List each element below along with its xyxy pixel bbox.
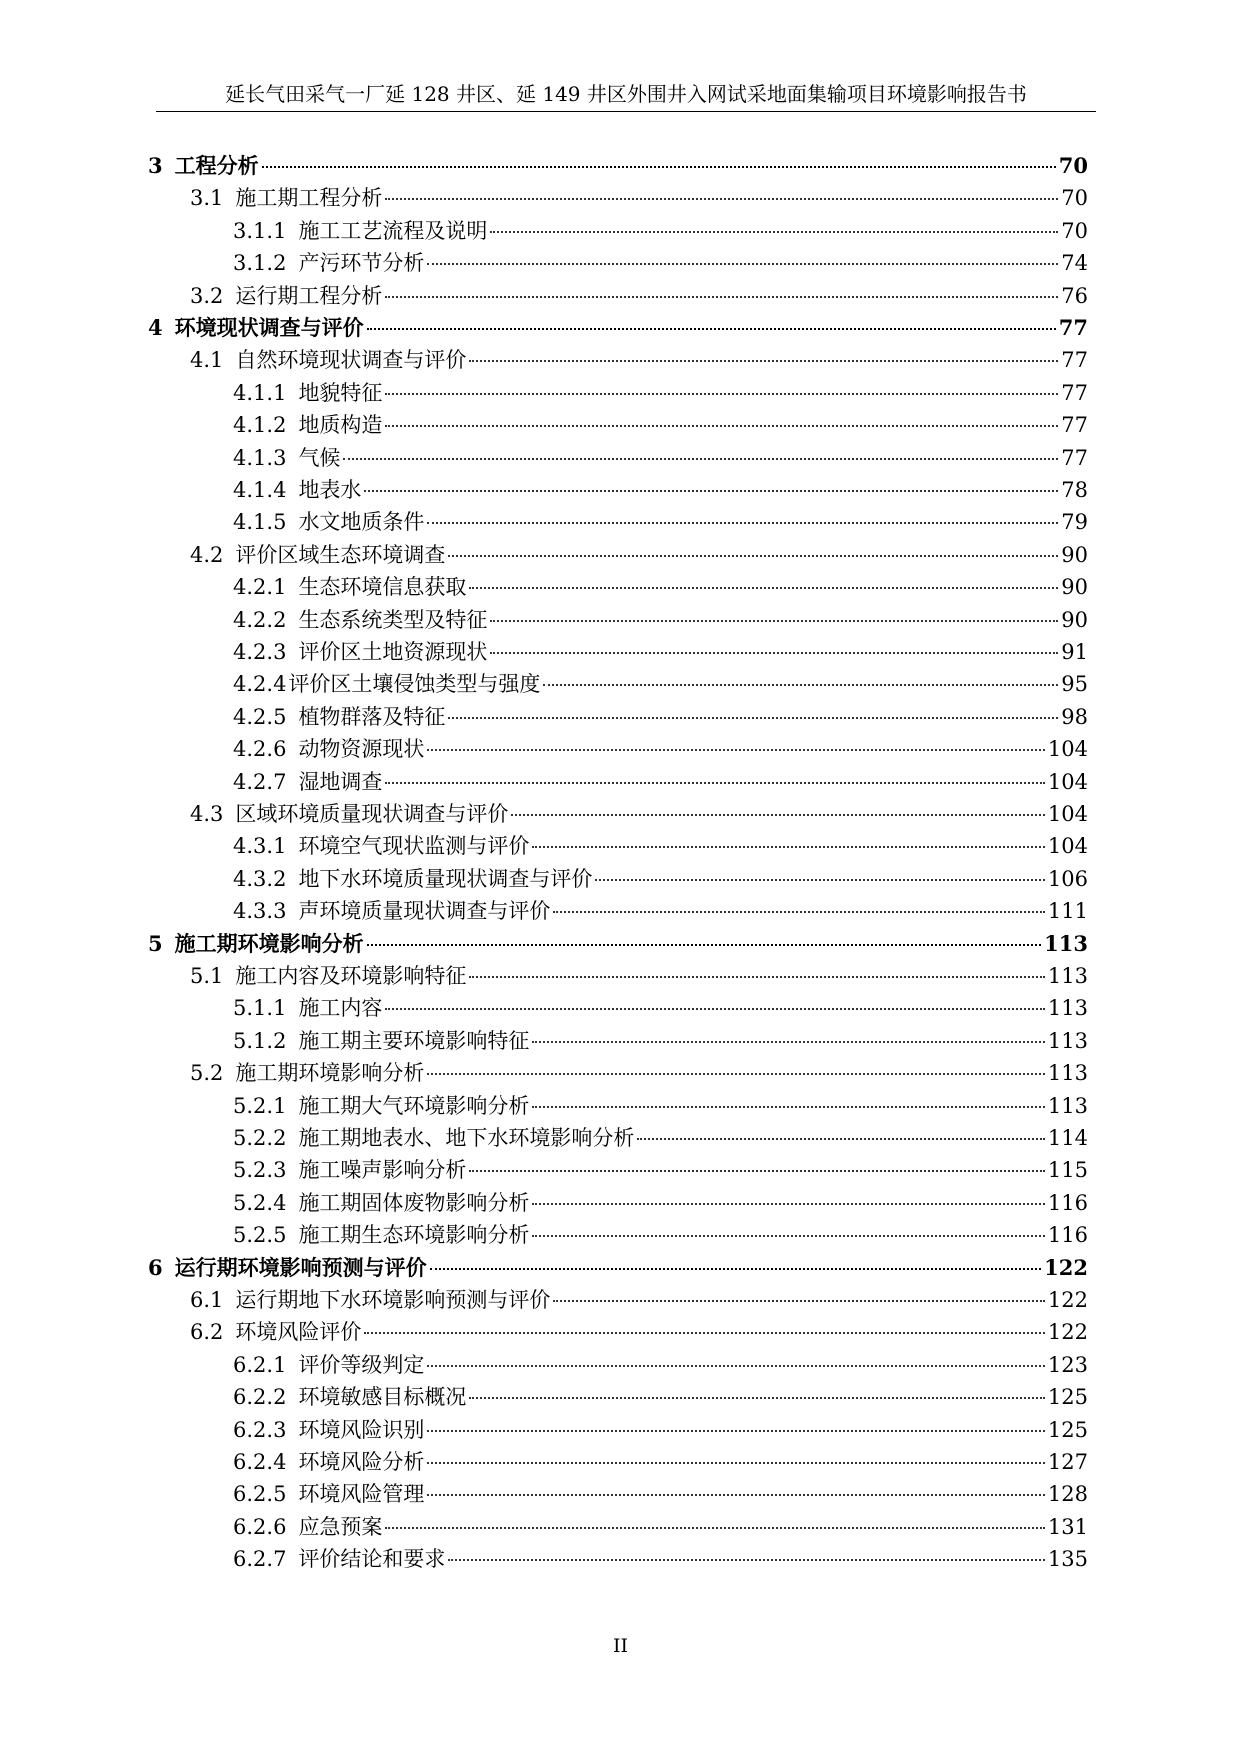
toc-entry-number: 5.2.3 — [233, 1158, 287, 1183]
toc-entry[interactable] — [233, 895, 1088, 927]
toc-entry-number: 4.3.2 — [233, 866, 287, 891]
toc-entry-number: 5.2.5 — [233, 1223, 287, 1248]
toc-entry-page: 104 — [1047, 802, 1088, 826]
dot-leader — [427, 263, 1058, 265]
dot-leader — [448, 555, 1058, 557]
toc-entry-number: 5.2 — [190, 1061, 224, 1086]
toc-entry[interactable] — [233, 636, 1088, 668]
dot-leader — [469, 1170, 1044, 1172]
toc-entry[interactable] — [233, 1381, 1088, 1413]
toc-entry[interactable] — [233, 701, 1088, 733]
toc-entry[interactable] — [148, 1252, 1088, 1284]
toc-entry-number: 6 — [148, 1254, 163, 1280]
toc-entry[interactable] — [233, 1154, 1088, 1186]
toc-entry-page: 77 — [1061, 380, 1088, 405]
dot-leader — [364, 1332, 1045, 1334]
toc-entry-page: 125 — [1047, 1417, 1088, 1442]
dot-leader — [262, 166, 1056, 168]
toc-entry-page: 127 — [1047, 1450, 1088, 1474]
toc-entry-title: 环境风险评价 — [235, 1320, 362, 1345]
toc-entry-title: 自然环境现状调查与评价 — [235, 348, 467, 373]
toc-entry-page: 122 — [1044, 1254, 1088, 1280]
dot-leader — [385, 425, 1058, 427]
toc-entry-number: 6.2.7 — [233, 1547, 287, 1572]
dot-leader — [490, 231, 1058, 233]
toc-entry[interactable] — [233, 1349, 1088, 1381]
toc-entry[interactable] — [190, 344, 1088, 376]
toc-entry-title: 施工期大气环境影响分析 — [298, 1093, 530, 1118]
dot-leader — [543, 684, 1058, 686]
toc-entry-page: 116 — [1047, 1190, 1088, 1215]
toc-entry-page: 70 — [1061, 186, 1088, 211]
toc-entry[interactable] — [233, 215, 1088, 247]
toc-entry-number: 4 — [148, 315, 163, 340]
toc-entry-page: 113 — [1044, 930, 1088, 956]
toc-entry-title: 环境风险识别 — [298, 1417, 425, 1442]
toc-entry-number: 4.2.2 — [233, 607, 287, 632]
toc-entry-number: 3.1.2 — [233, 251, 287, 276]
toc-entry[interactable] — [233, 442, 1088, 474]
toc-entry-number: 6.2.2 — [233, 1385, 287, 1410]
toc-entry-title: 环境风险分析 — [298, 1450, 425, 1474]
toc-entry[interactable] — [148, 150, 1088, 182]
toc-entry-number: 3.1.1 — [233, 218, 287, 243]
toc-entry-page: 74 — [1061, 251, 1088, 276]
toc-entry-page: 79 — [1061, 510, 1088, 535]
toc-entry-page: 90 — [1061, 575, 1088, 600]
toc-entry-title: 施工期环境影响分析 — [235, 1061, 425, 1086]
toc-entry-page: 90 — [1061, 607, 1088, 632]
toc-entry-number: 6.2.1 — [233, 1352, 287, 1377]
toc-entry-number: 4.2.5 — [233, 704, 287, 729]
toc-entry-title: 评价区土壤侵蚀类型与强度 — [288, 672, 541, 697]
toc-entry-number: 6.1 — [190, 1288, 224, 1312]
toc-entry-page: 106 — [1047, 866, 1088, 891]
dot-leader — [427, 1430, 1044, 1432]
toc-entry-title: 声环境质量现状调查与评价 — [298, 899, 551, 924]
dot-leader — [469, 1397, 1044, 1399]
toc-entry[interactable] — [233, 247, 1088, 279]
toc-entry-number: 5.1.2 — [233, 1028, 287, 1053]
toc-entry-title: 环境风险管理 — [298, 1482, 425, 1507]
toc-entry[interactable] — [233, 474, 1088, 506]
dot-leader — [427, 1073, 1045, 1075]
toc-entry-title: 评价等级判定 — [298, 1352, 425, 1377]
toc-entry-page: 122 — [1047, 1288, 1088, 1312]
dot-leader — [430, 1268, 1042, 1270]
dot-leader — [448, 1559, 1044, 1561]
toc-entry-page: 78 — [1061, 478, 1088, 502]
toc-entry-number: 6.2 — [190, 1320, 224, 1345]
dot-leader — [385, 1527, 1044, 1529]
toc-entry-title: 地质构造 — [298, 413, 383, 438]
toc-entry-number: 4.1.1 — [233, 380, 287, 405]
toc-entry[interactable] — [190, 1284, 1088, 1316]
dot-leader — [469, 976, 1045, 978]
toc-entry-title: 植物群落及特征 — [298, 704, 446, 729]
toc-entry[interactable] — [233, 1090, 1088, 1122]
toc-entry-number: 4.2.1 — [233, 575, 287, 600]
toc-entry-page: 128 — [1047, 1482, 1088, 1507]
page-number: II — [612, 1635, 628, 1657]
toc-entry-title: 运行期环境影响预测与评价 — [174, 1254, 427, 1280]
toc-entry-number: 4.3.3 — [233, 899, 287, 924]
toc-entry-title: 施工工艺流程及说明 — [298, 218, 488, 243]
toc-entry-number: 5.2.4 — [233, 1190, 287, 1215]
toc-entry[interactable] — [233, 1511, 1088, 1543]
toc-entry[interactable] — [233, 571, 1088, 603]
toc-entry-title: 评价区域生态环境调查 — [235, 542, 446, 567]
toc-entry-title: 评价区土地资源现状 — [298, 640, 488, 664]
toc-entry-page: 91 — [1061, 640, 1088, 664]
dot-leader — [427, 1365, 1044, 1367]
toc-entry-title: 动物资源现状 — [298, 737, 425, 762]
toc-entry[interactable] — [190, 182, 1088, 214]
dot-leader — [469, 587, 1058, 589]
dot-leader — [532, 846, 1044, 848]
toc-entry-title: 应急预案 — [298, 1514, 383, 1539]
toc-entry[interactable] — [233, 733, 1088, 765]
toc-entry-number: 6.2.6 — [233, 1514, 287, 1539]
toc-entry-page: 70 — [1061, 218, 1088, 243]
dot-leader — [511, 814, 1045, 816]
toc-entry[interactable] — [233, 1446, 1088, 1478]
toc-entry[interactable] — [233, 1122, 1088, 1154]
dot-leader — [532, 1235, 1044, 1237]
toc-entry[interactable] — [233, 668, 1088, 700]
toc-entry-number: 6.2.4 — [233, 1450, 287, 1474]
toc-entry-title: 生态系统类型及特征 — [298, 607, 488, 632]
toc-entry-page: 125 — [1047, 1385, 1088, 1410]
toc-entry-number: 4.1.4 — [233, 478, 287, 502]
toc-entry[interactable] — [190, 280, 1088, 312]
toc-entry-title: 气候 — [298, 445, 341, 470]
toc-entry-title: 湿地调查 — [298, 769, 383, 794]
toc-entry[interactable] — [233, 1543, 1088, 1575]
toc-entry-title: 环境现状调查与评价 — [174, 315, 364, 340]
toc-entry-page: 115 — [1047, 1158, 1088, 1183]
dot-leader — [595, 879, 1044, 881]
toc-entry[interactable] — [233, 506, 1088, 538]
dot-leader — [385, 782, 1044, 784]
toc-entry-number: 5 — [148, 930, 163, 956]
toc-entry-page: 98 — [1061, 704, 1088, 729]
toc-entry[interactable] — [233, 1219, 1088, 1251]
dot-leader — [532, 1106, 1044, 1108]
toc-entry-title: 施工期地表水、地下水环境影响分析 — [298, 1126, 635, 1150]
dot-leader — [385, 1008, 1044, 1010]
toc-entry[interactable] — [190, 960, 1088, 992]
toc-entry[interactable] — [148, 312, 1088, 344]
dot-leader — [385, 296, 1058, 298]
toc-entry[interactable] — [190, 798, 1088, 830]
dot-leader — [385, 198, 1058, 200]
toc-entry-page: 104 — [1047, 737, 1088, 762]
toc-entry-title: 工程分析 — [174, 153, 259, 178]
toc-entry-page: 131 — [1047, 1514, 1088, 1539]
toc-entry-title: 施工期生态环境影响分析 — [298, 1223, 530, 1248]
toc-entry-number: 4.3 — [190, 802, 224, 826]
toc-entry-page: 123 — [1047, 1352, 1088, 1377]
toc-entry-page: 114 — [1047, 1126, 1088, 1150]
toc-entry-title: 运行期地下水环境影响预测与评价 — [235, 1288, 551, 1312]
toc-entry[interactable] — [190, 539, 1088, 571]
toc-entry-page: 76 — [1061, 283, 1088, 308]
toc-entry-number: 4.2.3 — [233, 640, 287, 664]
toc-entry-number: 3 — [148, 153, 163, 178]
toc-entry-number: 5.2.2 — [233, 1126, 287, 1150]
dot-leader — [532, 1041, 1044, 1043]
toc-entry[interactable] — [233, 377, 1088, 409]
toc-entry-page: 113 — [1047, 1028, 1088, 1053]
toc-entry-title: 环境敏感目标概况 — [298, 1385, 467, 1410]
dot-leader — [427, 522, 1058, 524]
toc-entry-page: 104 — [1047, 834, 1088, 859]
dot-leader — [490, 652, 1058, 654]
toc-entry-number: 4.1.3 — [233, 445, 287, 470]
toc-entry-title: 水文地质条件 — [298, 510, 425, 535]
toc-entry-title: 产污环节分析 — [298, 251, 425, 276]
toc-entry[interactable] — [233, 1414, 1088, 1446]
toc-entry-title: 生态环境信息获取 — [298, 575, 467, 600]
toc-entry[interactable] — [233, 992, 1088, 1024]
toc-entry-number: 4.2.4 — [233, 672, 287, 697]
toc-entry[interactable] — [148, 928, 1088, 960]
toc-entry[interactable] — [233, 604, 1088, 636]
toc-entry-title: 地表水 — [298, 478, 362, 502]
toc-entry-page: 113 — [1047, 1061, 1088, 1086]
dot-leader — [427, 1494, 1044, 1496]
toc-entry[interactable] — [233, 409, 1088, 441]
toc-entry-title: 施工期主要环境影响特征 — [298, 1028, 530, 1053]
toc-entry-number: 3.2 — [190, 283, 224, 308]
toc-entry[interactable] — [233, 1025, 1088, 1057]
toc-entry-number: 5.1.1 — [233, 996, 287, 1021]
toc-entry-title: 施工内容 — [298, 996, 383, 1021]
dot-leader — [367, 944, 1042, 946]
running-header: 延长气田采气一厂延 128 井区、延 149 井区外围井入网试采地面集输项目环境影响报告书 — [225, 82, 1027, 106]
toc-entry-number: 4.2.7 — [233, 769, 287, 794]
dot-leader — [385, 393, 1058, 395]
toc-entry[interactable] — [190, 1057, 1088, 1089]
dot-leader — [490, 620, 1058, 622]
toc-entry-page: 111 — [1047, 899, 1088, 924]
toc-entry-title: 区域环境质量现状调查与评价 — [235, 802, 509, 826]
header-rule — [156, 111, 1096, 112]
toc-entry[interactable] — [190, 1316, 1088, 1348]
dot-leader — [364, 490, 1058, 492]
toc-entry-page: 90 — [1061, 542, 1088, 567]
dot-leader — [448, 717, 1058, 719]
toc-entry-page: 77 — [1061, 413, 1088, 438]
toc-entry[interactable] — [233, 830, 1088, 862]
toc-entry-page: 70 — [1058, 153, 1088, 178]
toc-entry-page: 77 — [1061, 348, 1088, 373]
toc-entry-title: 评价结论和要求 — [298, 1547, 446, 1572]
toc-entry-page: 113 — [1047, 1093, 1088, 1118]
dot-leader — [427, 749, 1044, 751]
dot-leader — [343, 458, 1058, 460]
toc-entry-title: 环境空气现状监测与评价 — [298, 834, 530, 859]
toc-entry-number: 6.2.5 — [233, 1482, 287, 1507]
toc-entry-number: 5.2.1 — [233, 1093, 287, 1118]
toc-entry-page: 113 — [1047, 996, 1088, 1021]
toc-entry-page: 122 — [1047, 1320, 1088, 1345]
toc-entry-page: 95 — [1061, 672, 1088, 697]
toc-entry-number: 4.2 — [190, 542, 224, 567]
dot-leader — [553, 911, 1044, 913]
toc-entry-number: 5.1 — [190, 964, 224, 988]
toc-entry-number: 3.1 — [190, 186, 224, 211]
toc-entry[interactable] — [233, 863, 1088, 895]
toc-entry[interactable] — [233, 1187, 1088, 1219]
dot-leader — [469, 360, 1058, 362]
toc-entry-page: 135 — [1047, 1547, 1088, 1572]
toc-entry-title: 地貌特征 — [298, 380, 383, 405]
toc-entry-number: 4.3.1 — [233, 834, 287, 859]
toc-entry-number: 4.1 — [190, 348, 224, 373]
toc-entry-page: 104 — [1047, 769, 1088, 794]
toc-entry-title: 施工期环境影响分析 — [174, 930, 364, 956]
toc-entry-page: 77 — [1058, 315, 1088, 340]
toc-entry[interactable] — [233, 1478, 1088, 1510]
toc-entry-title: 施工期固体废物影响分析 — [298, 1190, 530, 1215]
toc-entry-page: 113 — [1047, 964, 1088, 988]
toc-entry-number: 4.1.5 — [233, 510, 287, 535]
dot-leader — [553, 1300, 1045, 1302]
toc-entry[interactable] — [233, 766, 1088, 798]
dot-leader — [427, 1462, 1044, 1464]
toc-entry-title: 施工内容及环境影响特征 — [235, 964, 467, 988]
dot-leader — [637, 1138, 1044, 1140]
dot-leader — [367, 328, 1056, 330]
toc-entry-number: 4.1.2 — [233, 413, 287, 438]
toc-entry-page: 77 — [1061, 445, 1088, 470]
toc-entry-title: 运行期工程分析 — [235, 283, 383, 308]
toc-entry-title: 施工噪声影响分析 — [298, 1158, 467, 1183]
toc-entry-number: 4.2.6 — [233, 737, 287, 762]
toc-entry-title: 施工期工程分析 — [235, 186, 383, 211]
toc-entry-page: 116 — [1047, 1223, 1088, 1248]
toc-entry-title: 地下水环境质量现状调查与评价 — [298, 866, 593, 891]
toc-entry-number: 6.2.3 — [233, 1417, 287, 1442]
dot-leader — [532, 1203, 1044, 1205]
